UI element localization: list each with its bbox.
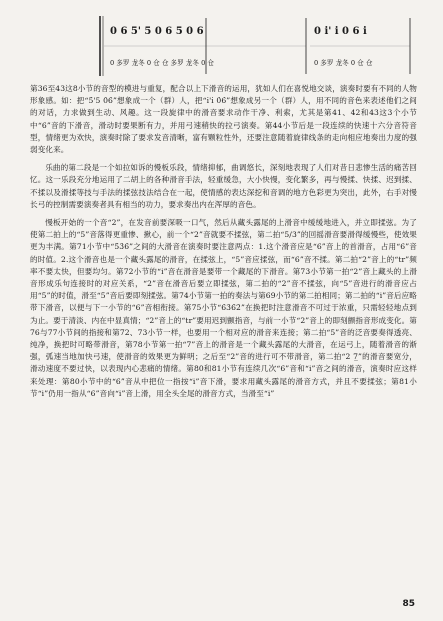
paragraph-3: 慢板开始的一个音“2”，在发音前要深吸一口气，然后从藏头露尾的上滑音中缓缓地进入，并立即揉弦。为了使第二拍上的“5”音落得更重惨、揪心，前一个“2”音就要不揉弦，第二拍“5/3”的回摇滑音要滑得缓慢些，使效果更为丰满。第71小节中“5̇3̇6̇”之间的大滑音在演奏时要注意两点：1.这个滑音应是“6”音上的首滑音，占用“6”音的时值。2.这个滑音也是一个藏头露尾的滑音，在揉弦上，“5”音应揉弦，而“6”音不揉。第二拍“2”音上的“tr”频率不要太快，但要均匀。第72小节的“i”音在滑音是要带一个藏尾的下滑音。第73小节第一拍“2”音上藏头的上滑音形成乐句连接时的对应关系，“2”音在滑音后要立即揉弦，第二拍的“2”音不揉弦，向“5”音进行的滑音应占用“5”的时值，滑至“5”音后要即刻揉弦。第74小节第一拍的奏法与第69小节的第二拍相同；第二拍的“i”音后应略带下滑音，以便与下一小节的“6”音相衔接。第75小节“6̇3̇6̇2̇”在换把时注意滑音不可过于浓重，只需轻轻地点到为止。要于清淡、内在中显真情；“2”音上的“tr”要用迟到颤指音，与前一小节“2”音上的即刻颤指音形成变化。第76与77小节间的指接和第72、73小节一样，也要用一个相对应的滑音来连接；第二拍“5”音的泛音要奏得透亮、纯净，换把时可略带滑音，第78小节第一拍“7”音上的滑音是一个藏头露尾的大滑音，在运弓上，随着滑音的渐强，弧速当地加快弓速，使滑音的效果更为鲜明；之后至“2”音的进行可不带滑音，第二拍“2 7̲”的滑音要宽分，滑动速度不要过快，以表现内心悲痛的情绪。第80和81小节有连续几次“6”音和“i”音之间的滑音，演奏时应这样来处理：第80小节中的“6”音从中把位一指按“i”音下滑，要求用藏头露尾的滑音方式，并且不要揉弦；第81小节“i”仍用一指从“6”音向“i”音上滑，用全头全尾的滑音方式，当滑至“i” (30, 218, 417, 398)
score-bottom-line-2: 0 多罗 龙冬 0 仓 仓 (314, 59, 373, 67)
page-number: 85 (402, 599, 415, 609)
score-top-line-2: 0 i' i 0 6 i (314, 26, 367, 37)
music-notation-graphic (96, 10, 414, 80)
paragraph-1: 第36至43这8小节的音型的模进与重复，配合以上下滑音的运用，犹如人们在喜悦地交谈，演奏时要有不同的人物形象感。如：把“5̇'5 0̇6̇”想象成一个（群）人，把“i̇'i̇ 0̇6̇”想象成另一个（群）人，用不同的音色来表述他们之间的对话，力求做到生动、风趣。这一段旋律中的滑音要求动作干净、利索，尤其是第41、42和43这3个小节中“6”音的下滑音，滑动时要果断有力，并用弓速稍快的拉弓演奏。第44小节后是一段连续的快速十六分音符音型，情绪更为欢快，演奏时除了要求发音清晰，富有颗粒性外，还要注意随着旋律线条的走向相应地奏出力度的强弱变化来。 (30, 84, 417, 155)
paragraph-2: 乐曲的第二段是一个如拉如诉的慢板乐段，情绪抑郁，曲调悠长，深刻地表现了人们对昔日悲惨生活的痛苦回忆。这一乐段充分地运用了二胡上的各种滑音手法，轻重缓急，大小快慢，变化繁多，再与慢揉、快揉、迟到揉、不揉以及滑揉等技与手法的揉弦技法结合在一起，使情感的表达深挖和音调的地方色彩更为突出，此外，右手对慢长弓的控制需要演奏者具有相当的功力，要求奏出内在浑厚的音色。 (30, 163, 417, 209)
music-score-excerpt (96, 10, 414, 80)
body-text (30, 83, 417, 400)
score-bottom-line-1: 0 多罗 龙冬 0 仓 仓 多罗 龙冬 0 仓 (110, 59, 214, 67)
score-top-line-1: 0 6 5' 5 0 6 5 0 6 (110, 26, 204, 37)
